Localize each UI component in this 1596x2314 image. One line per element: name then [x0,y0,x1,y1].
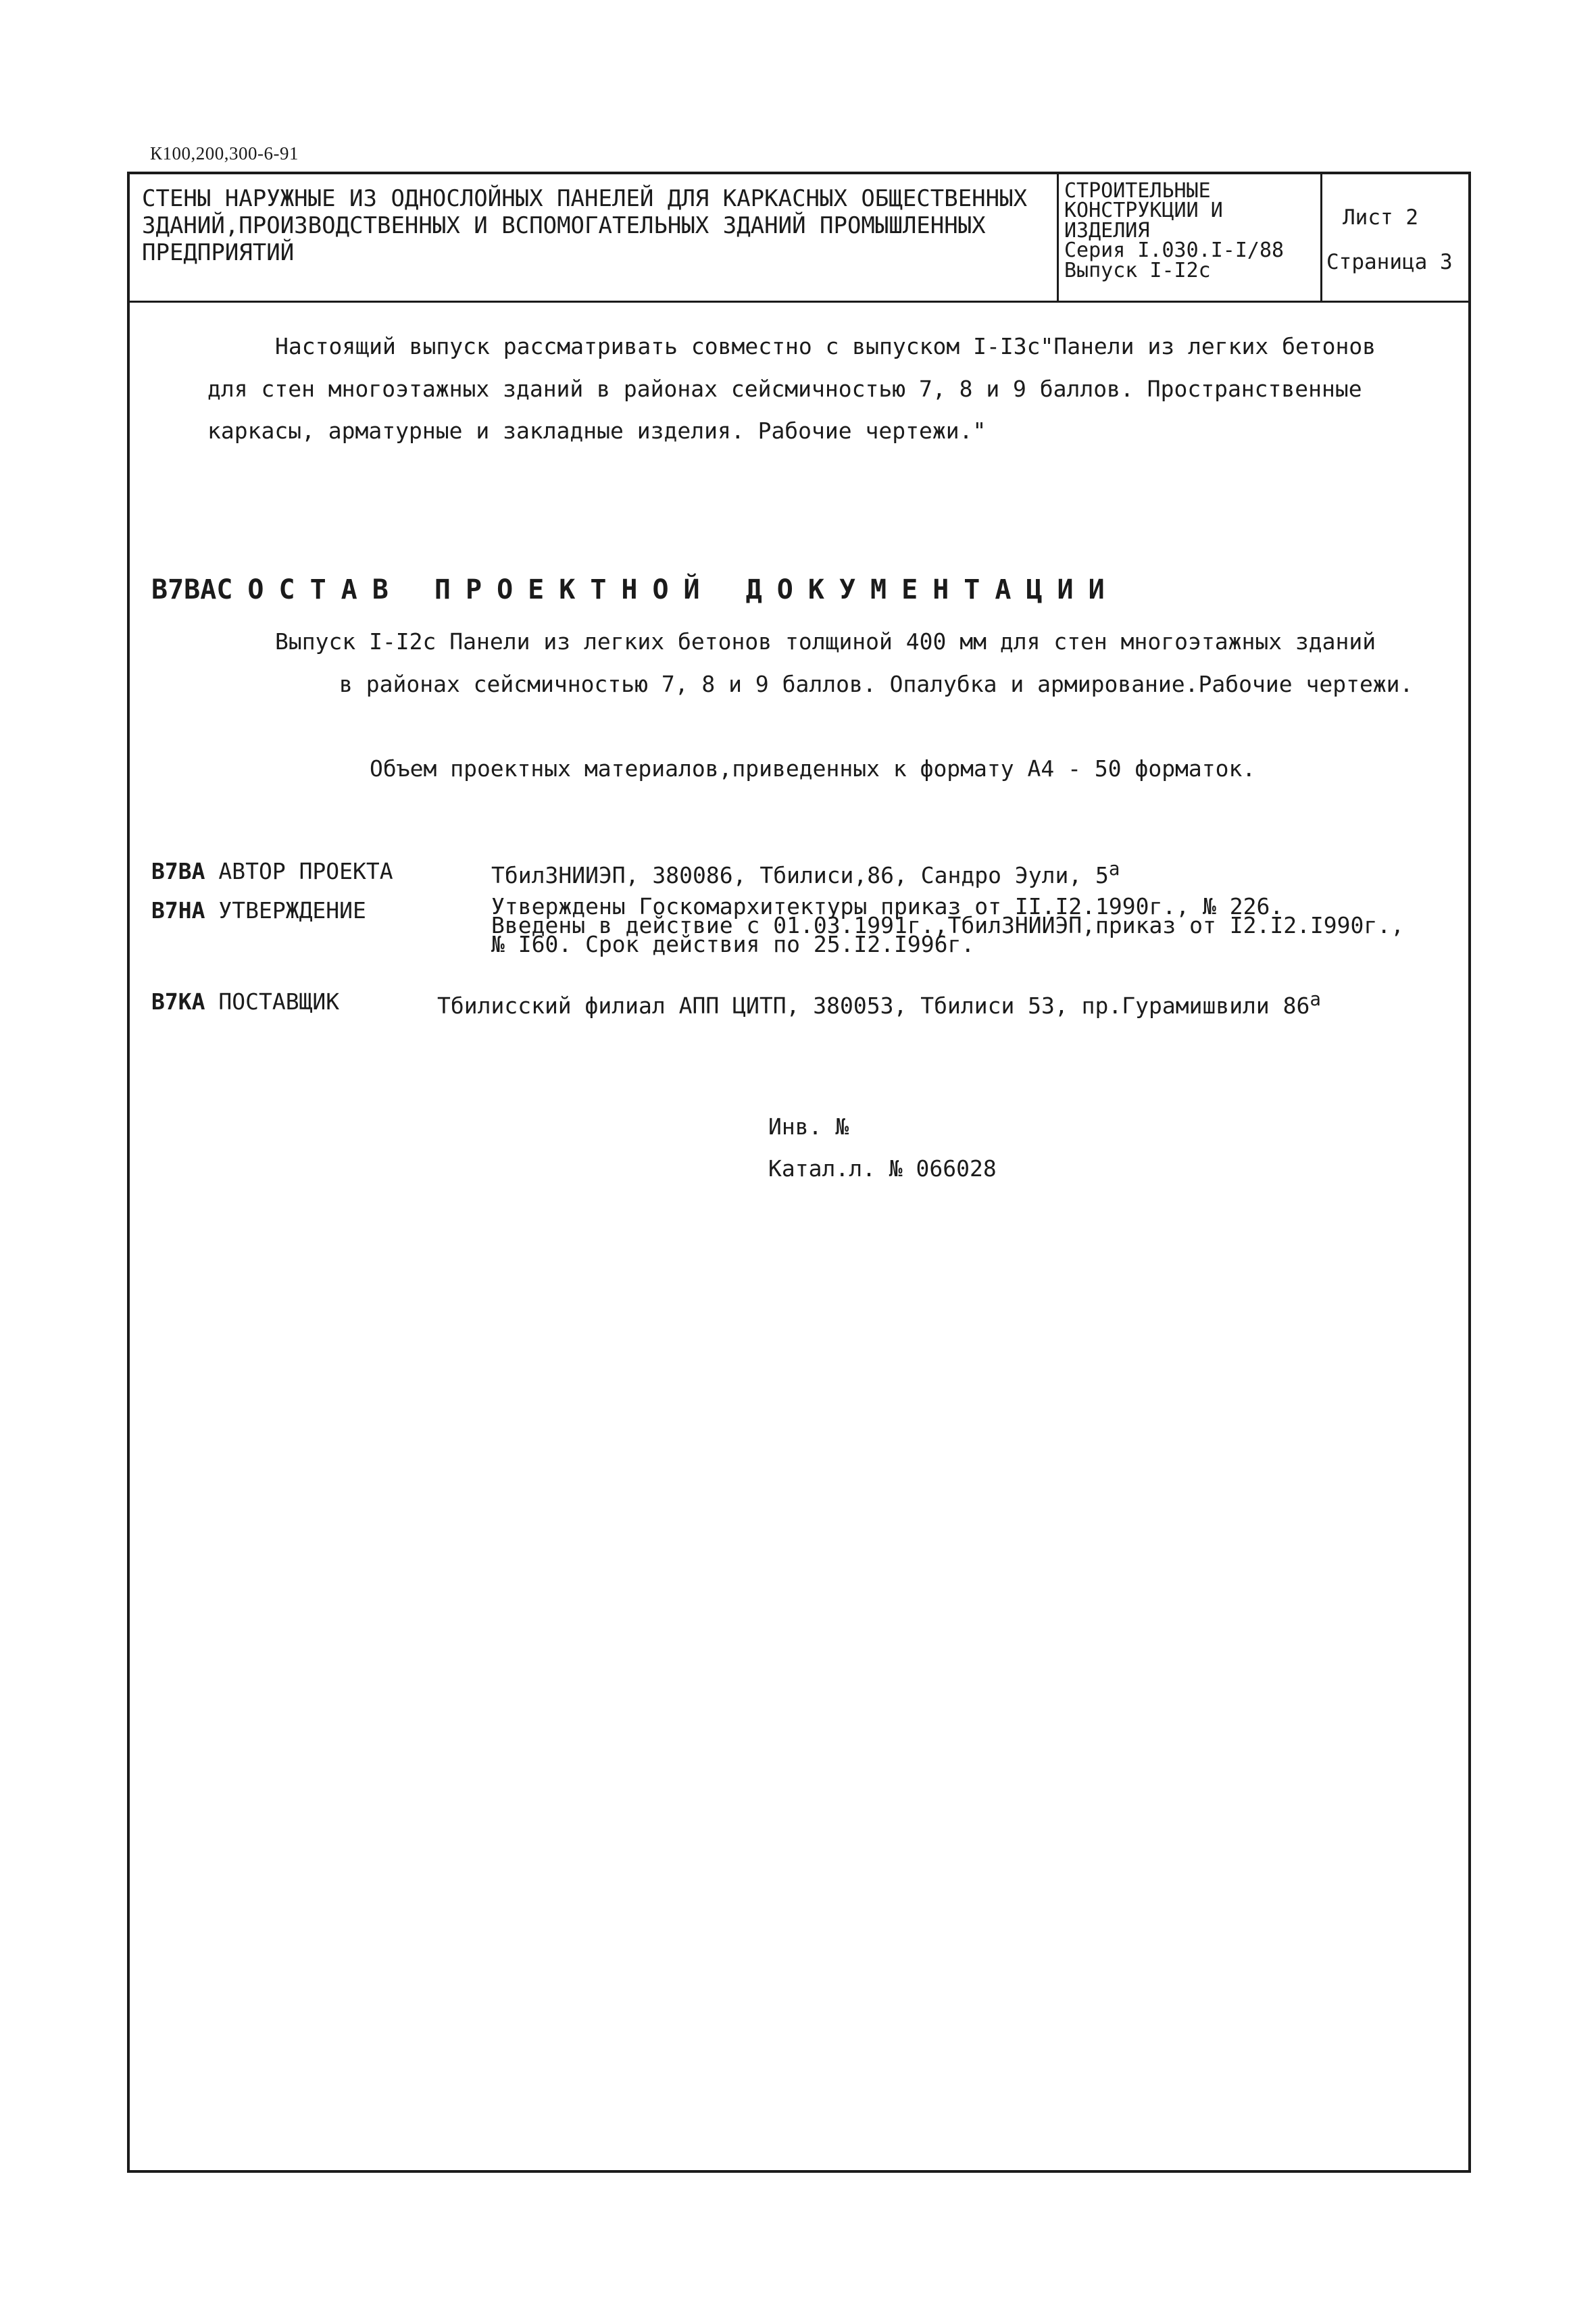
document-title [130,174,1059,301]
series-line: ИЗДЕЛИЯ [1064,218,1150,243]
series-cell [1059,174,1322,301]
supplier-label: ПОСТАВЩИК [218,988,340,1015]
approval-code: В7НА [151,897,205,924]
series-line: КОНСТРУКЦИИ И [1064,199,1223,223]
catalog-number: Катал.л. № 066028 [768,1155,997,1182]
intro-line: каркасы, арматурные и закладные изделия. Рабочие чертежи." [207,418,987,444]
intro-line: Настоящий выпуск рассматривать совместно с выпуском I-I3с"Панели из легких бетонов [275,333,1376,359]
approval-line: Введены в действие с 01.03.1991г.,ТбилЗНИИЭП,приказ от I2.I2.I990г., [491,912,1405,938]
approval-label: УТВЕРЖДЕНИЕ [218,897,366,924]
issue-number: Выпуск I-I2с [1064,258,1211,282]
author-value [491,858,1120,888]
supplier-address: Тбилисский филиал АПП ЦИТП, 380053, Тбилиси 53, пр.Гурамишвили 86 [437,992,1310,1019]
section-title [151,574,1120,605]
intro-line: для стен многоэтажных зданий в районах сейсмичностью 7, 8 и 9 баллов. Пространственные [207,376,1362,402]
supplier-code: В7КА [151,988,205,1015]
sheet-cell [1322,174,1468,301]
document-frame [127,172,1471,2173]
section-code: В7ВА [151,574,217,605]
issue-line: Выпуск I-I2с Панели из легких бетонов толщиной 400 мм для стен многоэтажных зданий [275,628,1376,655]
approval-line: Утверждены Госкомархитектуры приказ от II.I2.1990г., № 226. [491,893,1284,920]
document-code: К100,200,300-6-91 [150,143,299,164]
series-line: СТРОИТЕЛЬНЫЕ [1064,179,1211,203]
author-row [151,858,393,884]
inventory-number: Инв. № [768,1113,849,1140]
title-line: СТЕНЫ НАРУЖНЫЕ ИЗ ОДНОСЛОЙНЫХ ПАНЕЛЕЙ ДЛЯ КАРКАСНЫХ ОБЩЕСТВЕННЫХ [142,185,1028,212]
title-line: ЗДАНИЙ,ПРОИЗВОДСТВЕННЫХ И ВСПОМОГАТЕЛЬНЫХ ЗДАНИЙ ПРОМЫШЛЕННЫХ [142,212,986,240]
sheet-number: Лист 2 [1343,205,1418,230]
author-sup: а [1108,858,1120,880]
issue-line: в районах сейсмичностью 7, 8 и 9 баллов. Опалубка и армирование.Рабочие чертежи. [339,671,1414,697]
approval-line: № I60. Срок действия по 25.I2.I996г. [491,931,975,957]
author-address: ТбилЗНИИЭП, 380086, Тбилиси,86, Сандро Эули, 5 [491,862,1109,888]
volume-note: Объем проектных материалов,приведенных к формату А4 - 50 форматок. [370,755,1256,782]
approval-text [491,893,1405,957]
author-code: В7ВА [151,858,205,884]
series-number: Серия I.030.I-I/88 [1064,238,1285,263]
section-title-text: СОСТАВ ПРОЕКТНОЙ ДОКУМЕНТАЦИИ [216,574,1120,605]
page-number: Страница 3 [1326,250,1453,274]
title-block [130,174,1468,303]
supplier-value [437,988,1321,1019]
author-label: АВТОР ПРОЕКТА [218,858,393,884]
supplier-row [151,988,339,1015]
approval-row [151,897,366,924]
supplier-sup: а [1310,988,1321,1010]
title-line: ПРЕДПРИЯТИЙ [142,239,295,267]
